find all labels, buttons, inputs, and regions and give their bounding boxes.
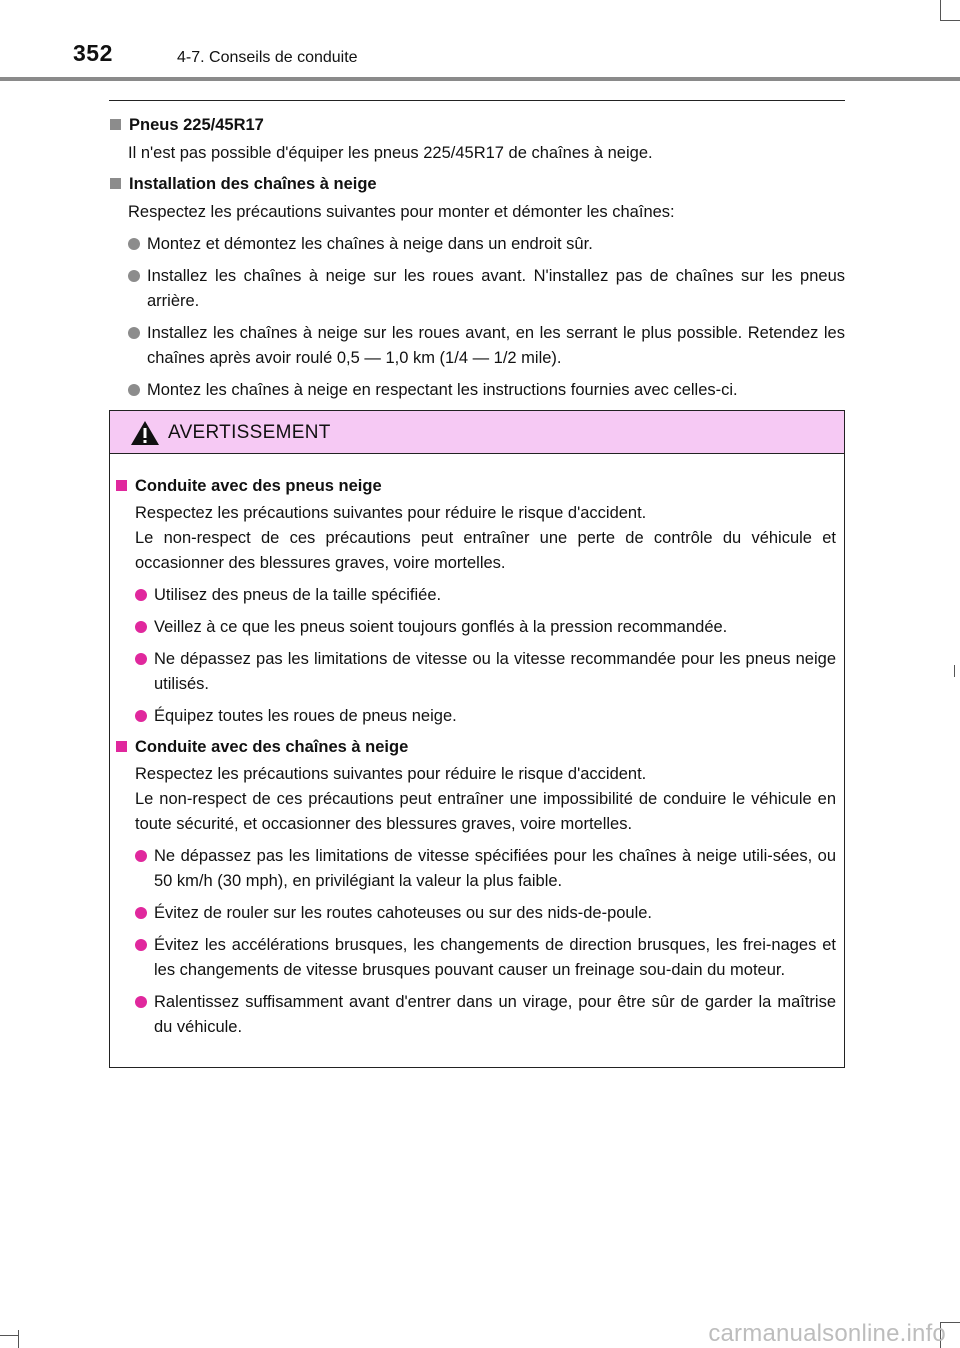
section-tires: [109, 113, 845, 166]
header-rule: [0, 77, 960, 81]
list-item: Veillez à ce que les pneus soient toujours gonflés à la pression recommandée.: [116, 615, 836, 640]
warning-header: [110, 411, 844, 454]
warning-body: [110, 454, 844, 1040]
paragraph: Le non-respect de ces précautions peut entraîner une impossibilité de conduire le véhicule en toute sécurité, et occasionner des blessures graves, voire mortelles.: [135, 790, 836, 833]
list-item: Installez les chaînes à neige sur les roues avant. N'installez pas de chaînes sur les pneus arrière.: [109, 264, 845, 314]
crop-mark: [0, 1335, 18, 1336]
list-item: Ne dépassez pas les limitations de vitesse spécifiées pour les chaînes à neige utili-sées, ou 50 km/h (30 mph), en privilégiant la valeur la plus faible.: [116, 844, 836, 894]
crop-mark: [940, 0, 941, 20]
warning-section-snow-tires: [116, 474, 836, 729]
section-title: Installation des chaînes à neige: [109, 172, 845, 196]
round-bullet-icon: [135, 710, 147, 722]
crop-mark: [940, 20, 960, 21]
warning-box: [109, 410, 845, 1068]
paragraph: Le non-respect de ces précautions peut entraîner une perte de contrôle du véhicule et occasionner des blessures graves, voire mortelles.: [135, 529, 836, 572]
round-bullet-icon: [135, 589, 147, 601]
list-item: Montez et démontez les chaînes à neige dans un endroit sûr.: [109, 232, 845, 257]
list-item: Équipez toutes les roues de pneus neige.: [116, 704, 836, 729]
list-item: Ne dépassez pas les limitations de vitesse ou la vitesse recommandée pour les pneus neige utilisés.: [116, 647, 836, 697]
main-content: [109, 100, 845, 403]
list-item: Évitez les accélérations brusques, les changements de direction brusques, les frei-nages et les changements de vitesse brusques pouvant causer un freinage sou-dain du moteur.: [116, 933, 836, 983]
section-title: Conduite avec des chaînes à neige: [116, 735, 836, 759]
paragraph: Respectez les précautions suivantes pour réduire le risque d'accident.: [135, 765, 647, 783]
square-bullet-icon: [110, 178, 121, 189]
round-bullet-icon: [135, 939, 147, 951]
warning-triangle-icon: [130, 420, 160, 446]
list-item: Installez les chaînes à neige sur les roues avant, en les serrant le plus possible. Retendez les chaînes après avoir roulé 0,5 — 1,0 km (1/4 — 1/2 mile).: [109, 321, 845, 371]
list-item: Utilisez des pneus de la taille spécifiée.: [116, 583, 836, 608]
square-bullet-icon: [110, 119, 121, 130]
round-bullet-icon: [128, 238, 140, 250]
round-bullet-icon: [135, 621, 147, 633]
paragraph: Respectez les précautions suivantes pour monter et démonter les chaînes:: [128, 203, 675, 221]
round-bullet-icon: [128, 384, 140, 396]
warning-section-snow-chains: [116, 735, 836, 1040]
round-bullet-icon: [135, 996, 147, 1008]
watermark: carmanualsonline.info: [708, 1320, 946, 1347]
chapter-title: 4-7. Conseils de conduite: [177, 49, 358, 66]
section-title: Conduite avec des pneus neige: [116, 474, 836, 498]
square-bullet-icon: [116, 480, 127, 491]
crop-mark: [954, 665, 955, 677]
crop-mark: [18, 1330, 19, 1348]
section-rule: [109, 100, 845, 101]
round-bullet-icon: [128, 327, 140, 339]
round-bullet-icon: [135, 850, 147, 862]
list-item: Ralentissez suffisamment avant d'entrer dans un virage, pour être sûr de garder la maîtrise du véhicule.: [116, 990, 836, 1040]
square-bullet-icon: [116, 741, 127, 752]
section-title: Pneus 225/45R17: [109, 113, 845, 137]
round-bullet-icon: [128, 270, 140, 282]
list-item: Montez les chaînes à neige en respectant les instructions fournies avec celles-ci.: [109, 378, 845, 403]
paragraph: Respectez les précautions suivantes pour réduire le risque d'accident.: [135, 504, 647, 522]
warning-title: AVERTISSEMENT: [168, 422, 331, 443]
page-number: 352: [73, 40, 113, 66]
list-item: Évitez de rouler sur les routes cahoteuses ou sur des nids-de-poule.: [116, 901, 836, 926]
paragraph: Il n'est pas possible d'équiper les pneus 225/45R17 de chaînes à neige.: [128, 144, 653, 162]
page-header: [0, 0, 960, 82]
round-bullet-icon: [135, 907, 147, 919]
round-bullet-icon: [135, 653, 147, 665]
section-chains: [109, 172, 845, 403]
